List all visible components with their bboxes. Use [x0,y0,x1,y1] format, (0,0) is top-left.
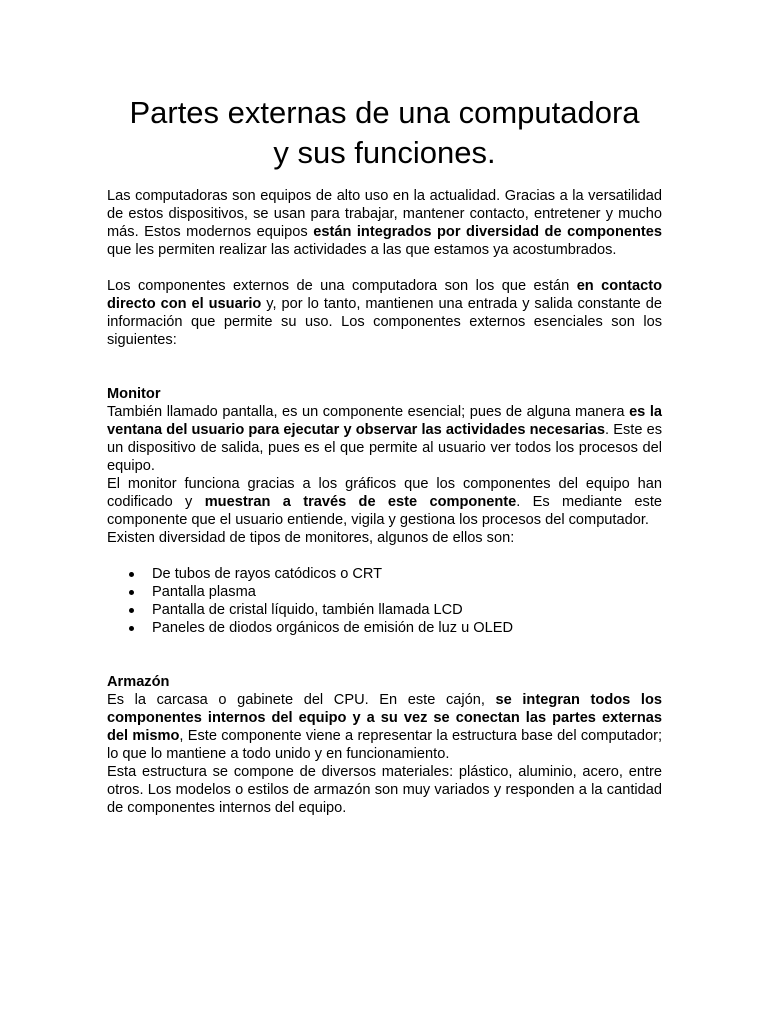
armazon-p1-bold: se integran todos los componentes internos del equipo y a su vez se conectan las partes externas del mismo [107,692,662,744]
intro-p1-text-b: que les permiten realizar las actividades a las que estamos ya acostumbrados. [107,242,617,258]
intro-paragraph-1 [107,187,662,259]
monitor-p1-bold: es la ventana del usuario para ejecutar y observar las actividades necesarias [107,404,662,438]
monitor-paragraph-1 [107,403,662,475]
document-title [97,93,672,173]
armazon-paragraph-1 [107,691,662,763]
bullet-icon [129,626,134,631]
list-item-text: Paneles de diodos orgánicos de emisión de luz u OLED [152,620,514,636]
monitor-heading: Monitor [107,386,161,402]
armazon-p1-text-b: , Este componente viene a representar la estructura base del computador; lo que lo mantiene a todo unido y en funcionamiento. [107,728,662,762]
list-item [107,565,662,583]
list-item [107,583,662,601]
intro-p1-bold: están integrados por diversidad de componentes [313,224,662,240]
armazon-heading: Armazón [107,674,170,690]
monitor-p1-text-a: También llamado pantalla, es un componente esencial; pues de alguna manera [107,404,630,420]
monitor-paragraph-2 [107,475,662,529]
bullet-icon [129,590,134,595]
title-line-2: y sus funciones. [273,135,496,170]
bullet-icon [129,572,134,577]
document-body [107,187,662,817]
monitor-paragraph-3: Existen diversidad de tipos de monitores, algunos de ellos son: [107,530,515,546]
armazon-paragraph-2: Esta estructura se compone de diversos materiales: plástico, aluminio, acero, entre otros. Los modelos o estilos de armazón son muy variados y responden a la cantidad de componentes internos del equipo. [107,764,662,816]
list-item [107,601,662,619]
bullet-icon [129,608,134,613]
list-item-text: Pantalla plasma [152,584,256,600]
title-line-1: Partes externas de una computadora [129,95,640,130]
armazon-p1-text-a: Es la carcasa o gabinete del CPU. En este cajón, [107,692,496,708]
monitor-types-list [107,565,662,637]
list-item-text: Pantalla de cristal líquido, también llamada LCD [152,602,463,618]
monitor-p2-text-a: El monitor funciona gracias a los gráficos que los componentes del equipo han codificado y [107,476,662,510]
list-item [107,619,662,637]
monitor-p2-text-b: . Es mediante este componente que el usuario entiende, vigila y gestiona los procesos del computador. [107,494,662,528]
intro-p2-text-b: y, por lo tanto, mantienen una entrada y salida constante de información que permite su uso. Los componentes externos esenciales son los siguientes: [107,296,662,348]
intro-p2-text-a: Los componentes externos de una computadora son los que están [107,278,577,294]
intro-paragraph-2 [107,277,662,349]
monitor-p2-bold: muestran a través de este componente [204,494,517,510]
intro-p2-bold: en contacto directo con el usuario [107,278,662,312]
list-item-text: De tubos de rayos catódicos o CRT [152,566,383,582]
monitor-p1-text-b: . Este es un dispositivo de salida, pues es el que permite al usuario ver todos los procesos del equipo. [107,422,662,474]
intro-p1-text-a: Las computadoras son equipos de alto uso en la actualidad. Gracias a la versatilidad de estos dispositivos, se usan para trabajar, mantener contacto, entretener y mucho más. Estos modernos equipos [107,188,662,240]
